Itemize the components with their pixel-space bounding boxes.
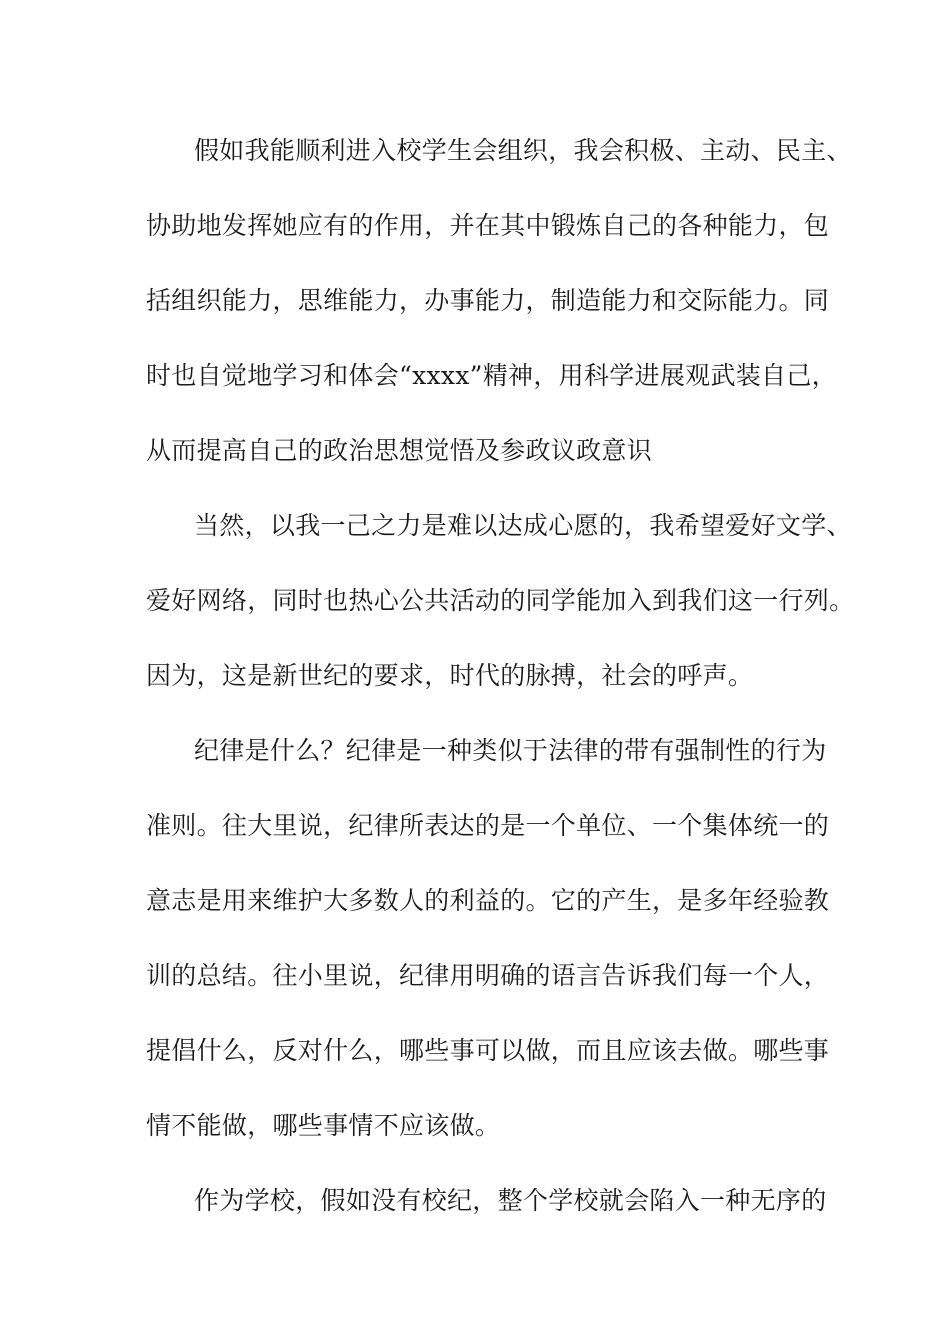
paragraph-1-line-4: 时也自觉地学习和体会“xxxx”精神，用科学进展观武装自己， xyxy=(146,361,837,390)
paragraph-1-line-1: 假如我能顺利进入校学生会组织，我会积极、主动、民主、 xyxy=(194,136,852,165)
paragraph-1-line-3: 括组织能力，思维能力，办事能力，制造能力和交际能力。同 xyxy=(146,286,830,315)
paragraph-1-line-2: 协助地发挥她应有的作用，并在其中锻炼自己的各种能力，包 xyxy=(146,211,830,240)
paragraph-3-line-3: 意志是用来维护大多数人的利益的。它的产生，是多年经验教 xyxy=(146,886,830,915)
paragraph-3-line-4: 训的总结。往小里说，纪律用明确的语言告诉我们每一个人， xyxy=(146,961,830,990)
paragraph-3-line-6: 情不能做，哪些事情不应该做。 xyxy=(146,1111,501,1140)
paragraph-3-line-2: 准则。往大里说，纪律所表达的是一个单位、一个集体统一的 xyxy=(146,811,830,840)
paragraph-3-line-1: 纪律是什么？纪律是一种类似于法律的带有强制性的行为 xyxy=(194,736,827,765)
paragraph-2-line-2: 爱好网络，同时也热心公共活动的同学能加入到我们这一行列。 xyxy=(146,586,855,615)
paragraph-4-line-1: 作为学校，假如没有校纪，整个学校就会陷入一种无序的 xyxy=(194,1186,827,1215)
paragraph-2-line-3: 因为，这是新世纪的要求，时代的脉搏，社会的呼声。 xyxy=(146,661,754,690)
paragraph-2-line-1: 当然，以我一己之力是难以达成心愿的，我希望爱好文学、 xyxy=(194,511,852,540)
paragraph-3-line-5: 提倡什么，反对什么，哪些事可以做，而且应该去做。哪些事 xyxy=(146,1036,830,1065)
paragraph-1-line-5: 从而提高自己的政治思想觉悟及参政议政意识 xyxy=(146,436,653,465)
